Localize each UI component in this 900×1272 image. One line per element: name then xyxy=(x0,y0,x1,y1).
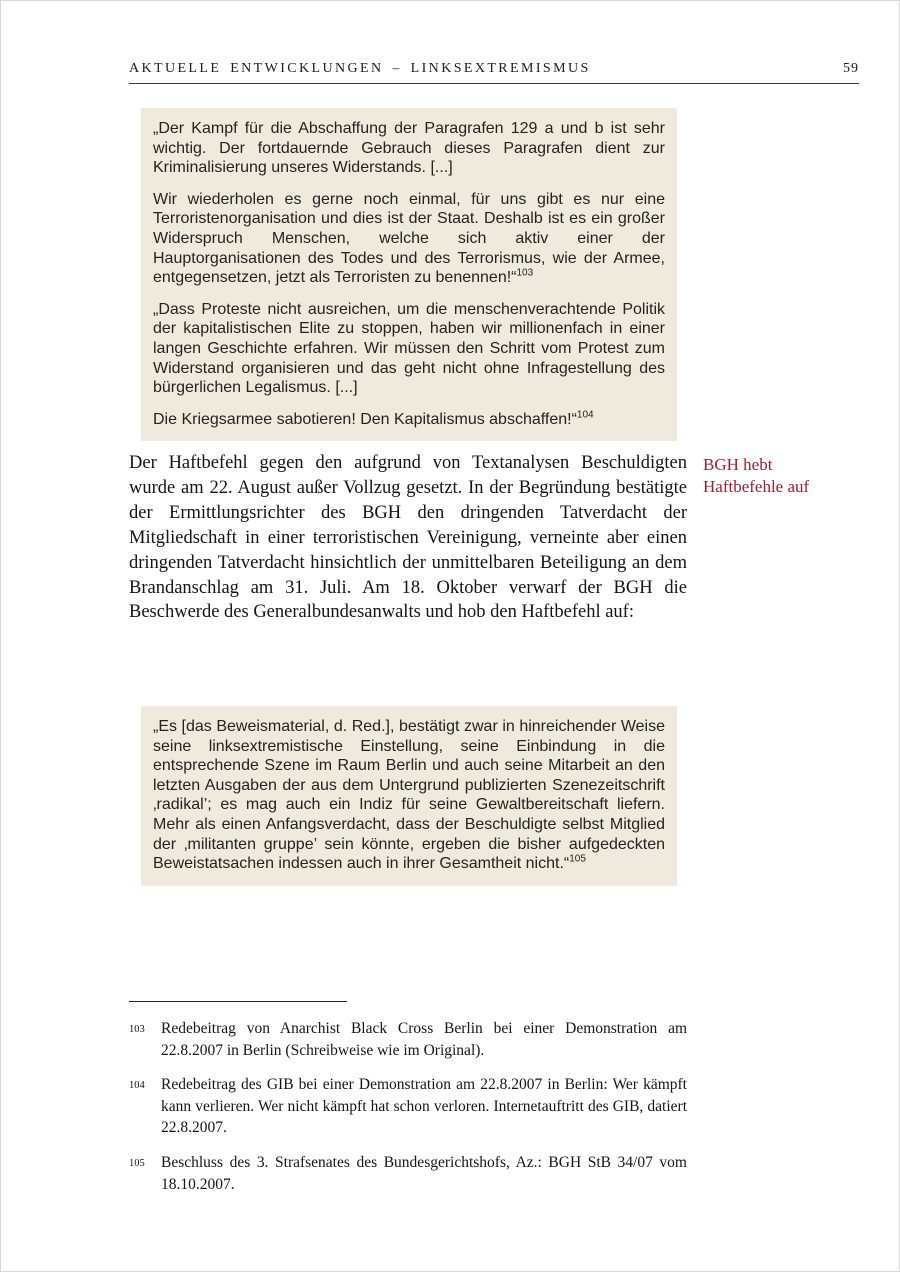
body-paragraph: Der Haftbefehl gegen den aufgrund von Textanalysen Beschuldigten wurde am 22. August außer Vollzug gesetzt. In der Begründung bestätigte der Ermittlungsrichter des BGH den dringenden Tatverdacht der Mitgliedschaft in einer terroristischen Vereinigung, verneinte aber einen dringenden Tatverdacht hinsichtlich der unmittelbaren Beteiligung an dem Brandanschlag am 31. Juli. Am 18. Oktober verwarf der BGH die Beschwerde des Generalbundesanwalts und hob den Haftbefehl auf: xyxy=(129,453,687,623)
footnote-item xyxy=(129,1018,687,1061)
quote-block-1 xyxy=(141,108,677,441)
quote-text: „Der Kampf für die Abschaffung der Paragrafen 129 a und b ist sehr wichtig. Der fortdauernde Gebrauch dieses Paragrafen dient zur Kriminalisierung unseres Widerstands. [...] xyxy=(153,120,665,177)
footnote-ref-103: 103 xyxy=(516,267,534,279)
quote-paragraph xyxy=(153,410,665,430)
margin-note-line: Haftbefehle auf xyxy=(703,477,810,496)
quote-text: „Es [das Beweismaterial, d. Red.], bestätigt zwar in hinreichender Weise seine linksextremistische Einstellung, seine Einbindung in die entsprechende Szene im Raum Berlin und auch seine Mitarbeit an den letzten Ausgaben der aus dem Untergrund publizierten Szenezeitschrift ‚radikal’; es mag auch ein Indiz für seine Gewaltbereitschaft liefern. Mehr als einen Anfangsverdacht, dass der Beschuldigte selbst Mitglied der ‚militanten gruppe’ sein könnte, ergeben die bisher aufgedeckten Beweistatsachen indessen auch in ihrer Gesamtheit nicht.“ xyxy=(153,718,665,873)
page-number: 59 xyxy=(843,61,859,76)
footnote-ref-104: 104 xyxy=(576,409,594,421)
quote-paragraph xyxy=(153,119,665,178)
footnote-separator xyxy=(129,1001,347,1002)
footnote-text: Redebeitrag des GIB bei einer Demonstration am 22.8.2007 in Berlin: Wer kämpft kann verlieren. Wer nicht kämpft hat schon verloren. Internetauftritt des GIB, datiert 22.8.2007. xyxy=(161,1076,687,1137)
footnote-number: 105 xyxy=(129,1157,145,1169)
margin-note-line: BGH hebt xyxy=(703,455,773,474)
footnote-ref-105: 105 xyxy=(569,853,586,865)
footnotes-section xyxy=(129,1001,687,1208)
footnote-item xyxy=(129,1074,687,1139)
quote-paragraph xyxy=(153,300,665,398)
quote-text: „Dass Proteste nicht ausreichen, um die menschenverachtende Politik der kapitalistischen Elite zu stoppen, haben wir millionenfach in einer langen Geschichte erfahren. Wir müssen den Schritt vom Protest zum Widerstand organisieren und das geht nicht ohne Infragestellung des bürgerlichen Legalismus. [...] xyxy=(153,300,665,397)
quote-text: Die Kriegsarmee sabotieren! Den Kapitalismus abschaffen!“ xyxy=(153,410,577,428)
footnote-number: 103 xyxy=(129,1024,145,1035)
quote-paragraph xyxy=(153,190,665,288)
quote-text: Wir wiederholen es gerne noch einmal, für uns gibt es nur eine Terroristenorganisation und dies ist der Staat. Deshalb ist es ein großer Widerspruch Menschen, welche sich aktiv einer der Hauptorganisationen des Todes und des Terrorismus, wie der Armee, entgegensetzen, jetzt als Terroristen zu benennen!“ xyxy=(153,190,665,287)
page-header xyxy=(129,61,859,84)
footnote-item xyxy=(129,1152,687,1195)
quote-paragraph xyxy=(153,717,665,874)
footnote-number: 104 xyxy=(129,1080,145,1092)
footnote-text: Beschluss des 3. Strafsenates des Bundesgerichtshofs, Az.: BGH StB 34/07 vom 18.10.2007. xyxy=(161,1153,687,1193)
running-head-title: AKTUELLE ENTWICKLUNGEN – LINKSEXTREMISMUS xyxy=(129,61,591,76)
margin-note xyxy=(703,454,868,498)
footnote-text: Redebeitrag von Anarchist Black Cross Berlin bei einer Demonstration am 22.8.2007 in Berlin (Schreibweise wie im Original). xyxy=(161,1020,687,1059)
quote-block-2 xyxy=(141,706,677,886)
